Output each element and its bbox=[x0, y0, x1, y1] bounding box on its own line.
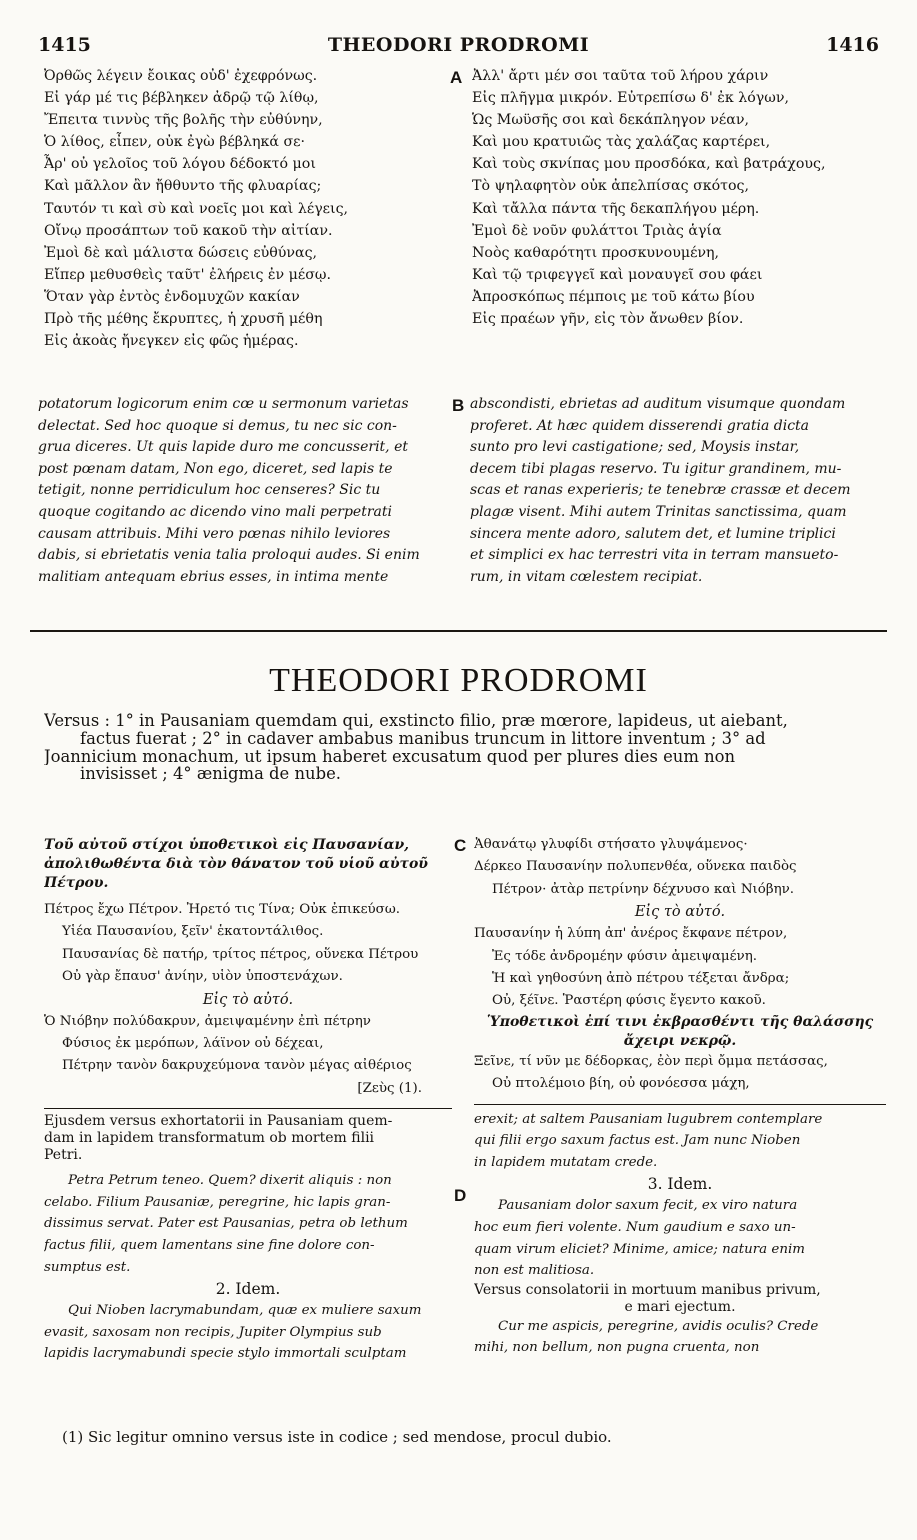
text-line: quoque cogitando ac dicendo vino mali perpetrati bbox=[38, 503, 392, 520]
text-line: Καὶ μᾶλλον ἂν ἤθθυντο τῆς φλυαρίας; bbox=[44, 178, 322, 195]
latin-translation-5 bbox=[474, 1316, 886, 1359]
text-line: Ἀθανάτῳ γλυφίδι στήσατο γλυψάμενος· bbox=[474, 837, 748, 852]
text-line: causam attribuis. Mihi vero pœnas nihilo leviores bbox=[38, 525, 391, 542]
text-line: hoc eum fieri volente. Num gaudium e saxo un- bbox=[474, 1220, 796, 1236]
text-line: Ὁ Νιόβην πολύδακρυν, ἀμειψαμένην ἐπὶ πέτρην bbox=[44, 1013, 371, 1029]
text-line: Καὶ τἄλλα πάντα τῆς δεκαπλήγου μέρη. bbox=[472, 200, 760, 217]
text-line: Εἰς πραέων γῆν, εἰς τὸν ἄνωθεν βίον. bbox=[472, 311, 744, 328]
poem-2 bbox=[44, 1011, 452, 1078]
text-line: Ἐμοὶ δὲ νοῦν φυλάττοι Τριὰς ἁγία bbox=[472, 222, 722, 239]
text-line: decem tibi plagas reservo. Tu igitur grandinem, mu- bbox=[470, 460, 842, 477]
idem-3: 3. Idem. bbox=[647, 1175, 713, 1194]
text-line: abscondisti, ebrietas ad auditum visumque quondam bbox=[470, 396, 846, 412]
summary-line-3: Joannicium monachum, ut ipsum haberet excusatum quod per plures dies eum non bbox=[44, 747, 736, 766]
top-greek-left bbox=[44, 65, 444, 352]
running-title: THEODORI PRODROMI bbox=[327, 34, 590, 56]
text-line: Φύσιος ἐκ μερόπων, λάϊνον οὐ δέχεαι, bbox=[62, 1036, 324, 1052]
top-greek-right bbox=[472, 65, 887, 330]
text-line: Petri. bbox=[44, 1147, 83, 1164]
footnote: (1) Sic legitur omnino versus iste in codice ; sed mendose, procul dubio. bbox=[62, 1428, 612, 1446]
text-line: grua diceres. Ut quis lapide duro me concusserit, et bbox=[38, 439, 408, 456]
text-line: mihi, non bellum, non pugna cruenta, non bbox=[474, 1340, 760, 1356]
text-line: proferet. At hæc quidem disserendi gratia dicta bbox=[470, 417, 810, 434]
text-line: delectat. Sed hoc quoque si demus, tu nec sic con- bbox=[38, 417, 397, 434]
text-line: et simplici ex hac terrestri vita in terram mansueto- bbox=[470, 547, 839, 564]
text-line: Πέτρον· ἀτὰρ πετρίνην δέχνυσο καὶ Νιόβην. bbox=[492, 881, 795, 897]
text-line: quam virum eliciet? Minime, amice; natura enim bbox=[474, 1241, 805, 1257]
running-header bbox=[38, 34, 879, 60]
text-line: sincera mente adoro, salutem det, et lumine triplici bbox=[470, 525, 836, 542]
text-line: Ejusdem versus exhortatorii in Pausaniam quem- bbox=[44, 1113, 393, 1130]
latin-intro bbox=[44, 1113, 452, 1164]
text-line: non est malitiosa. bbox=[474, 1263, 595, 1279]
text-line: Ὡς Μωϋσῆς σοι καὶ δεκάπληγον νέαν, bbox=[472, 112, 749, 129]
text-line: Ταυτόν τι καὶ σὺ καὶ νοεῖς μοι καὶ λέγεις, bbox=[44, 200, 349, 217]
text-line: post pœnam datam, Non ego, diceret, sed lapis te bbox=[38, 460, 393, 477]
text-line: Ἆρ' οὐ γελοῖος τοῦ λόγου δέδοκτό μοι bbox=[44, 156, 316, 173]
text-line: Εἴπερ μεθυσθεὶς ταῦτ' ἐλήρεις ἐν μέσῳ. bbox=[44, 266, 331, 283]
text-line: Petra Petrum teneo. Quem? dixerit aliquis : non bbox=[68, 1173, 392, 1189]
text-line: erexit; at saltem Pausaniam lugubrem contemplare bbox=[474, 1111, 823, 1127]
text-line: malitiam antequam ebrius esses, in intima mente bbox=[38, 568, 389, 585]
poem-4 bbox=[474, 923, 886, 1013]
latin-translation-2 bbox=[44, 1300, 452, 1365]
attribution-zeus: [Ζεὺς (1). bbox=[357, 1080, 422, 1096]
latin-translation-3 bbox=[474, 1109, 886, 1174]
text-line: Οὐ πτολέμοιο βίη, οὐ φονόεσσα μάχη, bbox=[492, 1076, 750, 1092]
text-line: Versus consolatorii in mortuum manibus privum, bbox=[474, 1281, 821, 1298]
text-line: Εἰ γάρ μέ τις βέβληκεν ἀδρῷ τῷ λίθῳ, bbox=[44, 90, 319, 107]
summary-line-1: Versus : 1° in Pausaniam quemdam qui, exstincto filio, præ mœrore, lapideus, ut aiebant, bbox=[44, 712, 788, 730]
text-line: Ὁ λίθος, εἶπεν, οὐκ ἐγὼ βέβληκά σε· bbox=[44, 134, 306, 151]
text-line: Ὅταν γὰρ ἐντὸς ἐνδομυχῶν κακίαν bbox=[44, 288, 300, 305]
idem-2: 2. Idem. bbox=[215, 1280, 281, 1299]
subheading-eis-to-auto-2: Εἰς τὸ αὐτό. bbox=[634, 904, 726, 921]
text-line: Τοῦ αὐτοῦ στίχοι ὑποθετικοὶ εἰς Παυσανίαν, bbox=[44, 837, 410, 853]
text-line: Εἰς πλῆγμα μικρόν. Εὐτρεπίσω δ' ἐκ λόγων, bbox=[472, 90, 789, 107]
text-line: Πέτρην τανὸν δακρυχεύμονα τανὸν μέγας αἰθέριος bbox=[62, 1058, 412, 1074]
text-line: dissimus servat. Pater est Pausanias, petra ob lethum bbox=[44, 1216, 408, 1232]
latin-left bbox=[38, 394, 450, 588]
lower-right-column bbox=[474, 834, 886, 1359]
text-line: in lapidem mutatam crede. bbox=[474, 1154, 658, 1170]
text-line: qui filii ergo saxum factus est. Jam nunc Nioben bbox=[474, 1133, 801, 1149]
section-summary bbox=[44, 712, 877, 783]
text-line: sumptus est. bbox=[44, 1259, 131, 1275]
text-line: Οὐ γὰρ ἔπαυσ' ἀνίην, υἱὸν ὑποστενάχων. bbox=[62, 969, 343, 985]
text-line: plagæ visent. Mihi autem Trinitas sanctissima, quam bbox=[470, 503, 847, 520]
text-line: Καὶ τοὺς σκνίπας μου προσδόκα, καὶ βατράχους, bbox=[472, 156, 826, 173]
latin-translation-4 bbox=[474, 1195, 886, 1281]
text-line: Νοὸς καθαρότητι προσκυνουμένη, bbox=[472, 244, 720, 261]
text-line: ἀπολιθωθέντα διὰ τὸν θάνατον τοῦ υἱοῦ αὐτοῦ bbox=[44, 856, 429, 872]
text-line: Παυσανίην ἡ λύπη ἀπ' ἀνέρος ἔκφανε πέτρον, bbox=[474, 926, 788, 942]
text-line: rum, in vitam cœlestem recipiat. bbox=[470, 568, 703, 585]
text-line: Καὶ τῷ τριφεγγεῖ καὶ μοναυγεῖ σου φάει bbox=[472, 266, 763, 283]
page-number-right: 1416 bbox=[826, 34, 879, 56]
text-line: dabis, si ebrietatis venia talia proloqui audes. Si enim bbox=[38, 547, 420, 564]
text-line: Οὐ, ξέῖνε. Ῥαστέρη φύσις ἔγεντο κακοῦ. bbox=[492, 993, 766, 1009]
text-line: evasit, saxosam non recipis, Jupiter Olympius sub bbox=[44, 1324, 382, 1340]
text-line: Ἀλλ' ἄρτι μέν σοι ταῦτα τοῦ λήρου χάριν bbox=[472, 68, 769, 84]
text-line: Πρὸ τῆς μέθης ἔκρυπτες, ἡ χρυσῆ μέθη bbox=[44, 311, 323, 328]
poem-3 bbox=[474, 834, 886, 901]
text-line: Ἡ καὶ γηθοσύνη ἀπὸ πέτρου τέξεται ἄνδρα; bbox=[492, 971, 790, 987]
column-rule-right bbox=[474, 1104, 886, 1105]
page-number-left: 1415 bbox=[38, 34, 91, 56]
text-line: Πέτρος ἔχω Πέτρον. Ἠρετό τις Τίνα; Οὐκ ἐπικεύσω. bbox=[44, 902, 400, 917]
text-line: Ὑποθετικοὶ ἐπί τινι ἐκβρασθέντι τῆς θαλάσσης bbox=[486, 1013, 874, 1030]
text-line: dam in lapidem transformatum ob mortem filii bbox=[44, 1130, 375, 1147]
summary-line-2: factus fuerat ; 2° in cadaver ambabus manibus truncum in littore inventum ; 3° ad bbox=[80, 729, 766, 748]
text-line: ἄχειρι νεκρῷ. bbox=[623, 1032, 737, 1049]
text-line: lapidis lacrymabundi specie stylo immortali sculptam bbox=[44, 1346, 407, 1362]
margin-marker-c: C bbox=[454, 836, 467, 855]
text-line: celabo. Filium Pausaniæ, peregrine, hic lapis gran- bbox=[44, 1194, 391, 1210]
text-line: Τὸ ψηλαφητὸν οὐκ ἀπελπίσας σκότος, bbox=[472, 178, 750, 195]
text-line: sunto pro levi castigatione; sed, Moysis instar, bbox=[470, 439, 800, 456]
latin-translation-1 bbox=[44, 1170, 452, 1278]
text-line: Ἔπειτα τιννὺς τῆς βολῆς τὴν εὐθύνην, bbox=[44, 112, 323, 129]
text-line: Ἐς τόδε ἀνδρομέην φύσιν ἀμειψαμένη. bbox=[492, 948, 757, 964]
text-line: Ἀπροσκόπως πέμποις με τοῦ κάτω βίου bbox=[472, 288, 755, 305]
poem-5 bbox=[474, 1051, 886, 1096]
text-line: tetigit, nonne perridiculum hoc censeres? Sic tu bbox=[38, 482, 381, 499]
text-line: Εἰς ἀκοὰς ἤνεγκεν εἰς φῶς ἡμέρας. bbox=[44, 333, 299, 350]
section-title: THEODORI PRODROMI bbox=[269, 662, 648, 699]
poem-heading bbox=[44, 836, 452, 893]
text-line: scas et ranas experieris; te tenebræ crassæ et decem bbox=[470, 482, 851, 499]
poem-heading-2 bbox=[474, 1013, 886, 1051]
text-line: potatorum logicorum enim cœ u sermonum varietas bbox=[38, 396, 409, 412]
text-line: Ξεῖνε, τί νῦν με δέδορκας, ἐὸν περὶ ὄμμα πετάσσας, bbox=[474, 1053, 828, 1069]
text-line: Ὀρθῶς λέγειν ἔοικας οὐδ' ἐχεφρόνως. bbox=[44, 68, 318, 84]
text-line: Καὶ μου κρατυιῶς τὰς χαλάζας καρτέρει, bbox=[472, 134, 771, 151]
text-line: Οἴνῳ προσάπτων τοῦ κακοῦ τὴν αἰτίαν. bbox=[44, 222, 333, 239]
text-line: Παυσανίας δὲ πατήρ, τρίτος πέτρος, οὕνεκα Πέτρου bbox=[62, 946, 419, 962]
latin-right bbox=[470, 394, 888, 588]
latin-heading-2 bbox=[474, 1282, 886, 1316]
text-line: Δέρκεο Παυσανίην πολυπενθέα, οὕνεκα παιδὸς bbox=[474, 859, 797, 875]
text-line: Υἱέα Παυσανίου, ξεῖν' ἑκατοντάλιθος. bbox=[62, 924, 324, 940]
text-line: Pausaniam dolor saxum fecit, ex viro natura bbox=[498, 1198, 798, 1214]
column-rule-left bbox=[44, 1108, 452, 1109]
margin-marker-b: B bbox=[452, 396, 465, 415]
text-line: Qui Nioben lacrymabundam, quæ ex muliere saxum bbox=[68, 1303, 422, 1319]
text-line: Cur me aspicis, peregrine, avidis oculis? Crede bbox=[498, 1318, 819, 1334]
margin-marker-d: D bbox=[454, 1186, 467, 1205]
text-line: e mari ejectum. bbox=[624, 1298, 736, 1315]
text-line: Πέτρου. bbox=[44, 875, 109, 891]
summary-line-4: invisisset ; 4° ænigma de nube. bbox=[80, 765, 341, 784]
poem-1 bbox=[44, 899, 452, 989]
text-line: factus filii, quem lamentans sine fine dolore con- bbox=[44, 1238, 375, 1254]
subheading-eis-to-auto: Εἰς τὸ αὐτό. bbox=[202, 991, 294, 1008]
lower-left-column bbox=[44, 836, 452, 1365]
text-line: Ἐμοὶ δὲ καὶ μάλιστα δώσεις εὐθύνας, bbox=[44, 244, 318, 261]
margin-marker-a: A bbox=[450, 68, 463, 87]
section-rule bbox=[30, 630, 887, 632]
